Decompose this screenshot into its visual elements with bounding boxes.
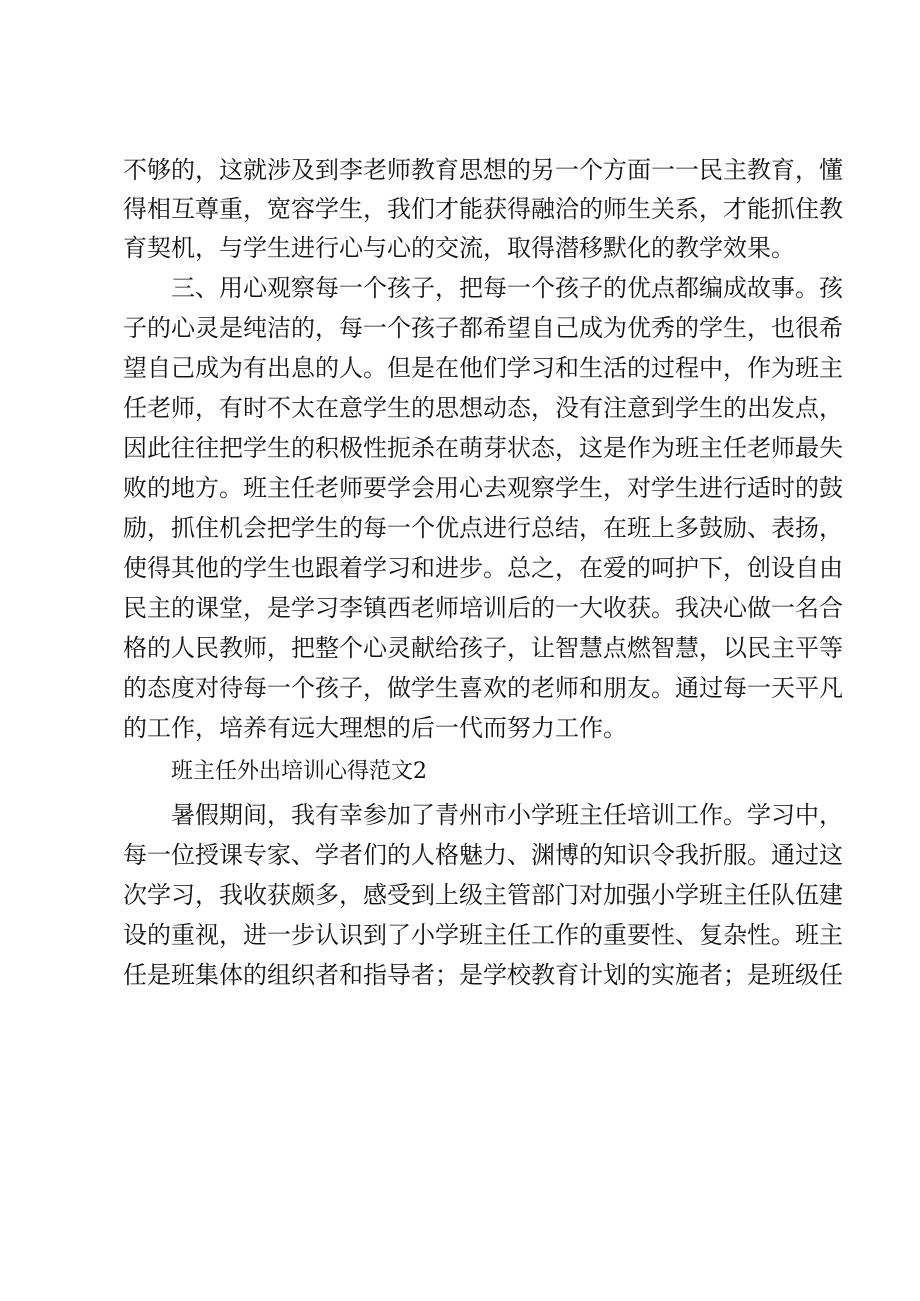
text-line: 民主的课堂，是学习李镇西老师培训后的一大收获。我决心做一名合 bbox=[123, 594, 843, 622]
text-line: 任是班集体的组织者和指导者；是学校教育计划的实施者；是班级任 bbox=[123, 961, 843, 989]
section-heading: 班主任外出培训心得范文2 bbox=[171, 759, 427, 784]
text-line: 育契机，与学生进行心与心的交流，取得潜移默化的教学效果。 bbox=[123, 234, 795, 262]
text-line: 的态度对待每一个孩子，做学生喜欢的老师和朋友。通过每一天平凡 bbox=[123, 674, 843, 702]
text-line: 暑假期间，我有幸参加了青州市小学班主任培训工作。学习中， bbox=[171, 801, 843, 829]
text-line: 格的人民教师，把整个心灵献给孩子，让智慧点燃智慧，以民主平等 bbox=[123, 634, 843, 662]
text-line: 得相互尊重，宽容学生，我们才能获得融洽的师生关系，才能抓住教 bbox=[123, 195, 843, 223]
text-line: 不够的，这就涉及到李老师教育思想的另一个方面一一民主教育，懂 bbox=[123, 156, 843, 184]
text-line: 使得其他的学生也跟着学习和进步。总之，在爱的呵护下，创设自由 bbox=[123, 554, 843, 582]
text-line: 三、用心观察每一个孩子，把每一个孩子的优点都编成故事。孩 bbox=[171, 274, 843, 302]
text-line: 励，抓住机会把学生的每一个优点进行总结，在班上多鼓励、表扬， bbox=[123, 514, 843, 542]
text-line: 子的心灵是纯洁的，每一个孩子都希望自己成为优秀的学生，也很希 bbox=[123, 314, 843, 342]
text-line: 败的地方。班主任老师要学会用心去观察学生，对学生进行适时的鼓 bbox=[123, 474, 843, 502]
text-line: 的工作，培养有远大理想的后一代而努力工作。 bbox=[123, 714, 627, 742]
text-line: 每一位授课专家、学者们的人格魅力、渊博的知识令我折服。通过这 bbox=[123, 841, 843, 869]
text-line: 次学习，我收获颇多，感受到上级主管部门对加强小学班主任队伍建 bbox=[123, 881, 843, 909]
text-line: 设的重视，进一步认识到了小学班主任工作的重要性、复杂性。班主 bbox=[123, 921, 843, 949]
text-line: 望自己成为有出息的人。但是在他们学习和生活的过程中，作为班主 bbox=[123, 354, 843, 382]
text-line: 因此往往把学生的积极性扼杀在萌芽状态，这是作为班主任老师最失 bbox=[123, 434, 843, 462]
text-line: 任老师，有时不太在意学生的思想动态，没有注意到学生的出发点， bbox=[123, 394, 843, 422]
